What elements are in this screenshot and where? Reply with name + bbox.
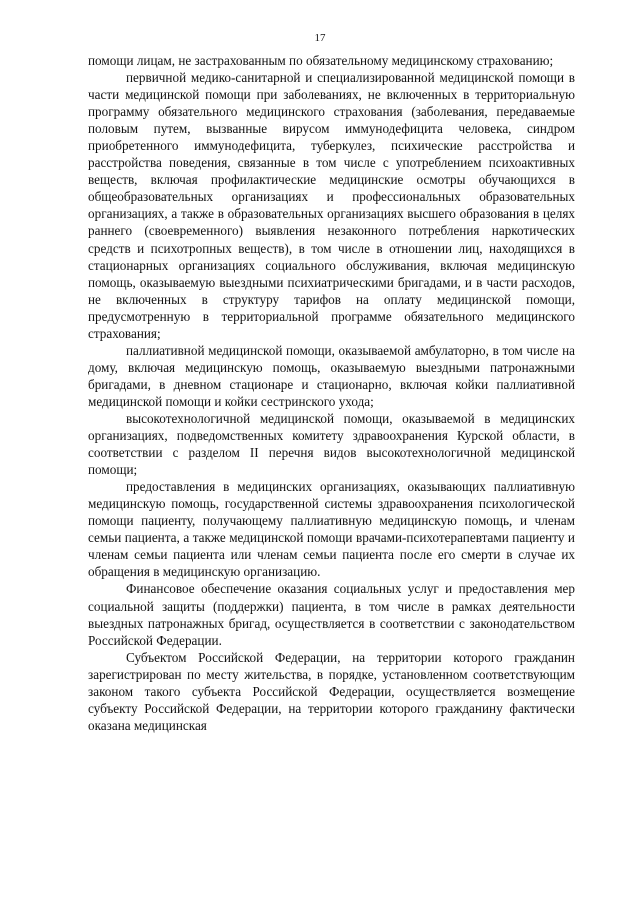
paragraph-reimbursement: Субъектом Российской Федерации, на территории которого гражданин зарегистрирован по месту жительства, в порядке, установленном соответствующим законом такого субъекта Российской Федерации, осуществляется возмещение субъекту Российской Федерации, на территории которого гражданину фактически оказана медицинская — [88, 649, 575, 733]
document-body — [88, 52, 575, 734]
page-number: 17 — [314, 32, 326, 44]
paragraph-psychological-help: предоставления в медицинских организациях, оказывающих паллиативную медицинскую помощь, государственной системы здравоохранения психологической помощи пациенту, получающему паллиативную медицинскую помощь, и членам семьи пациента, а также медицинской помощи врачами-психотерапевтами пациенту и членам семьи пациента или членам семьи пациента после его смерти в случае их обращения в медицинскую организацию. — [88, 479, 575, 580]
paragraph-continuation: помощи лицам, не застрахованным по обязательному медицинскому страхованию; — [88, 53, 554, 68]
paragraph-primary-care: первичной медико-санитарной и специализированной медицинской помощи в части медицинской помощи при заболеваниях, не включенных в территориальную программу обязательного медицинского страхования (заболевания, передаваемые половым путем, вызванные вирусом иммунодефицита человека, синдром приобретенного иммунодефицита, туберкулез, психические расстройства и расстройства поведения, связанные в том числе с употреблением психоактивных веществ, включая профилактические медицинские осмотры обучающихся в общеобразовательных организациях и профессиональных образовательных организациях, а также в образовательных организациях высшего образования в целях раннего (своевременного) выявления незаконного потребления наркотических средств и психотропных веществ), в том числе в отношении лиц, находящихся в стационарных организациях социального обслуживания, включая медицинскую помощь, оказываемую выездными психиатрическими бригадами, и в части расходов, не включенных в структуру тарифов на оплату медицинской помощи, предусмотренную в территориальной программе обязательного медицинского страхования; — [88, 70, 575, 341]
paragraph-high-tech-care: высокотехнологичной медицинской помощи, оказываемой в медицинских организациях, подведомственных комитету здравоохранения Курской области, в соответствии с разделом II перечня видов высокотехнологичной медицинской помощи; — [88, 410, 575, 478]
paragraph-palliative-care: паллиативной медицинской помощи, оказываемой амбулаторно, в том числе на дому, включая медицинскую помощь, оказываемую выездными патронажными бригадами, в дневном стационаре и стационарно, включая койки паллиативной медицинской помощи и койки сестринского ухода; — [88, 342, 575, 409]
paragraph-social-services-funding: Финансовое обеспечение оказания социальных услуг и предоставления мер социальной защиты (поддержки) пациента, в том числе в рамках деятельности выездных патронажных бригад, осуществляется в соответствии с законодательством Российской Федерации. — [88, 581, 575, 648]
